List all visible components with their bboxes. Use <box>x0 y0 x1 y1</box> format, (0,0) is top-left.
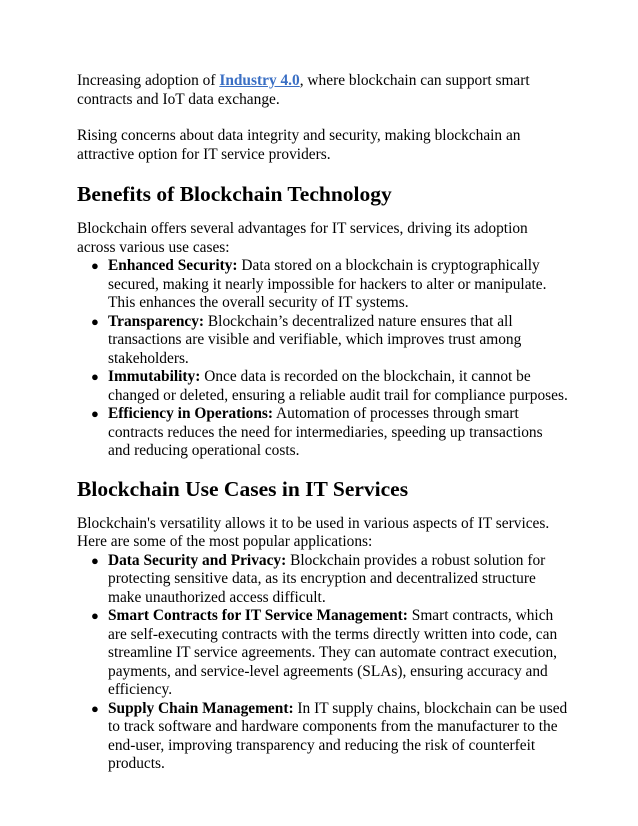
list-item <box>77 257 568 313</box>
list-item <box>77 700 568 774</box>
intro-text-after-link: , where blockchain can support smart contracts and IoT data exchange. <box>77 72 530 108</box>
list-item-text: Smart contracts, which are self-executing contracts with the terms directly written into code, can streamline IT service agreements. They can automate contract execution, payments, and service-level agreements (SLAs), ensuring accuracy and efficiency. <box>108 607 558 698</box>
use-cases-intro: Blockchain's versatility allows it to be used in various aspects of IT services. Here are some of the most popular applications: <box>77 514 550 550</box>
list-item-term: Transparency: <box>108 312 205 330</box>
bullet-icon: ● <box>91 700 99 716</box>
list-item-term: Immutability: <box>108 368 201 385</box>
bullet-icon: ● <box>91 608 99 623</box>
list-item <box>77 607 568 700</box>
list-item-term: Smart Contracts for IT Service Management: <box>108 607 408 624</box>
list-item-text: In IT supply chains, blockchain can be used to track software and hardware components from the manufacturer to the end-user, improving transparency and reducing the risk of counterfeit products. <box>108 699 568 772</box>
use-cases-heading: Blockchain Use Cases in IT Services <box>77 476 409 501</box>
list-item-term: Enhanced Security: <box>108 257 238 274</box>
intro-text-before-link: Increasing adoption of <box>77 72 220 89</box>
list-item-term: Efficiency in Operations: <box>108 405 274 422</box>
list-item-text: Once data is recorded on the blockchain, it cannot be changed or deleted, ensuring a reliable audit trail for compliance purposes. <box>108 368 568 404</box>
use-cases-list <box>77 552 568 774</box>
benefits-intro: Blockchain offers several advantages for IT services, driving its adoption across various use cases: <box>77 220 528 256</box>
list-item-text: Automation of processes through smart contracts reduces the need for intermediaries, speeding up transactions and reducing operational costs. <box>108 405 543 459</box>
intro-paragraph-industry <box>77 72 568 109</box>
list-item-term: Supply Chain Management: <box>108 699 294 717</box>
benefits-heading: Benefits of Blockchain Technology <box>77 182 392 206</box>
list-item-term: Data Security and Privacy: <box>108 551 287 569</box>
list-item <box>77 552 568 608</box>
intro-paragraph-concerns: Rising concerns about data integrity and security, making blockchain an attractive option for IT service providers. <box>77 127 521 163</box>
list-item <box>77 405 568 461</box>
list-item-text: Data stored on a blockchain is cryptographically secured, making it nearly impossible for hackers to alter or manipulate. This enhances the overall security of IT systems. <box>108 257 547 311</box>
list-item-text: Blockchain’s decentralized nature ensures that all transactions are visible and verifiable, which improves trust among stakeholders. <box>108 312 522 367</box>
list-item <box>77 313 568 369</box>
bullet-icon: ● <box>91 313 99 329</box>
list-item-text: Blockchain provides a robust solution for protecting sensitive data, as its encryption and decentralized structure make unauthorized access difficult. <box>108 551 546 606</box>
bullet-icon: ● <box>91 406 99 421</box>
list-item <box>77 368 568 405</box>
benefits-list <box>77 257 568 461</box>
bullet-icon: ● <box>91 552 99 568</box>
industry-4-link[interactable]: Industry 4.0 <box>219 72 300 89</box>
bullet-icon: ● <box>91 369 99 384</box>
bullet-icon: ● <box>91 258 99 273</box>
